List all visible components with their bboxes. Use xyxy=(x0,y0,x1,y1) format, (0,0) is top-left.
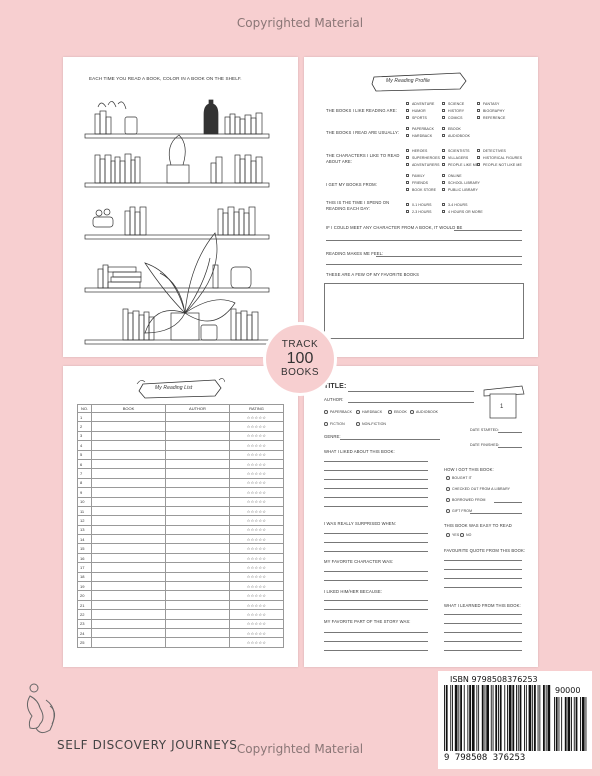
book-cell[interactable] xyxy=(92,525,166,534)
rating-stars[interactable]: ☆☆☆☆☆ xyxy=(230,591,284,600)
answer-line[interactable] xyxy=(324,571,428,572)
option-label: COMICS xyxy=(448,116,463,120)
option-label: PEOPLE NOT LIKE ME xyxy=(483,163,522,167)
book-cell[interactable] xyxy=(92,488,166,497)
table-row[interactable] xyxy=(78,563,284,572)
rating-stars[interactable]: ☆☆☆☆☆ xyxy=(230,544,284,553)
table-row[interactable] xyxy=(78,619,284,628)
checkbox[interactable] xyxy=(406,203,409,206)
bookshelf-instruction: EACH TIME YOU READ A BOOK, COLOR IN A BOOK ON THE SHELF. xyxy=(89,76,242,81)
author-cell[interactable] xyxy=(166,422,230,431)
rating-stars[interactable]: ☆☆☆☆☆ xyxy=(230,506,284,515)
option-label: FANTASY xyxy=(483,102,500,106)
answer-line[interactable] xyxy=(444,614,522,615)
book-cell[interactable] xyxy=(92,628,166,637)
checkbox[interactable] xyxy=(406,163,409,166)
answer-line[interactable] xyxy=(454,230,522,231)
table-row[interactable] xyxy=(78,422,284,431)
option-label: 3-4 HOURS xyxy=(448,203,468,207)
rating-stars[interactable]: ☆☆☆☆☆ xyxy=(230,441,284,450)
author-cell[interactable] xyxy=(166,488,230,497)
row-number: 9 xyxy=(78,488,92,497)
review-q-liked: WHAT I LIKED ABOUT THIS BOOK: xyxy=(324,449,395,454)
author-cell[interactable] xyxy=(166,431,230,440)
book-cell[interactable] xyxy=(92,638,166,647)
answer-line[interactable] xyxy=(324,641,428,642)
row-number: 22 xyxy=(78,610,92,619)
answer-line[interactable] xyxy=(326,240,522,241)
author-cell[interactable] xyxy=(166,582,230,591)
answer-line[interactable] xyxy=(324,542,428,543)
answer-line[interactable] xyxy=(444,560,522,561)
book-cell[interactable] xyxy=(92,572,166,581)
rating-stars[interactable]: ☆☆☆☆☆ xyxy=(230,638,284,647)
favorite-books-box[interactable] xyxy=(324,283,524,339)
answer-line[interactable] xyxy=(324,609,428,610)
option-label: HUMOR xyxy=(412,109,426,113)
author-cell[interactable] xyxy=(166,619,230,628)
col-rating: RATING xyxy=(230,405,284,413)
answer-line[interactable] xyxy=(324,580,428,581)
book-cell[interactable] xyxy=(92,459,166,468)
row-number: 4 xyxy=(78,441,92,450)
table-row[interactable] xyxy=(78,516,284,525)
type-label: NON-FICTION xyxy=(362,422,387,426)
checkbox[interactable] xyxy=(477,156,480,159)
table-row[interactable] xyxy=(78,478,284,487)
how-option: GIFT FROM xyxy=(452,509,473,513)
option-label: PAPERBACK xyxy=(412,127,435,131)
checkbox[interactable] xyxy=(406,149,409,152)
answer-line[interactable] xyxy=(494,502,522,503)
answer-line[interactable] xyxy=(444,632,522,633)
row-number: 21 xyxy=(78,600,92,609)
checkbox[interactable] xyxy=(406,181,409,184)
table-row[interactable] xyxy=(78,497,284,506)
book-cell[interactable] xyxy=(92,535,166,544)
reading-list-page xyxy=(63,366,298,667)
checkbox[interactable] xyxy=(406,210,409,213)
profile-q-source: I GET MY BOOKS FROM: xyxy=(326,182,377,187)
book-cell[interactable] xyxy=(92,563,166,572)
brand-name: SELF DISCOVERY JOURNEYS xyxy=(57,738,238,752)
option-label: FRIENDS xyxy=(412,181,429,185)
rating-stars[interactable]: ☆☆☆☆☆ xyxy=(230,535,284,544)
radio[interactable] xyxy=(446,476,450,480)
option-label: SCHOOL LIBRARY xyxy=(448,181,480,185)
checkbox[interactable] xyxy=(442,181,445,184)
date-started-label: DATE STARTED: xyxy=(470,428,500,432)
checkbox[interactable] xyxy=(406,134,409,137)
genre-line[interactable] xyxy=(340,439,440,440)
author-cell[interactable] xyxy=(166,638,230,647)
author-cell[interactable] xyxy=(166,591,230,600)
table-row[interactable] xyxy=(78,506,284,515)
row-number: 3 xyxy=(78,431,92,440)
review-author-label: AUTHOR: xyxy=(324,397,344,402)
author-cell[interactable] xyxy=(166,610,230,619)
author-cell[interactable] xyxy=(166,478,230,487)
book-cell[interactable] xyxy=(92,441,166,450)
checkbox[interactable] xyxy=(442,109,445,112)
col-book: BOOK xyxy=(92,405,166,413)
reading-list-table xyxy=(77,404,284,648)
easy-option: YES xyxy=(452,533,460,537)
radio[interactable] xyxy=(410,410,414,414)
book-cell[interactable] xyxy=(92,610,166,619)
rating-stars[interactable]: ☆☆☆☆☆ xyxy=(230,422,284,431)
review-q-because: I LIKED HIM/HER BECAUSE: xyxy=(324,589,383,594)
option-label: SPORTS xyxy=(412,116,427,120)
profile-q-genres: THE BOOKS I LIKE READING ARE: xyxy=(326,108,397,113)
row-number: 7 xyxy=(78,469,92,478)
row-number: 2 xyxy=(78,422,92,431)
answer-line[interactable] xyxy=(326,264,522,265)
option-label: BIOGRAPHY xyxy=(483,109,505,113)
checkbox[interactable] xyxy=(477,149,480,152)
rating-stars[interactable]: ☆☆☆☆☆ xyxy=(230,516,284,525)
author-line[interactable] xyxy=(348,402,474,403)
author-cell[interactable] xyxy=(166,600,230,609)
option-label: SCIENCE xyxy=(448,102,465,106)
rating-stars[interactable]: ☆☆☆☆☆ xyxy=(230,610,284,619)
rating-stars[interactable]: ☆☆☆☆☆ xyxy=(230,619,284,628)
author-cell[interactable] xyxy=(166,535,230,544)
checkbox[interactable] xyxy=(442,188,445,191)
table-row[interactable] xyxy=(78,535,284,544)
rating-stars[interactable]: ☆☆☆☆☆ xyxy=(230,488,284,497)
book-cell[interactable] xyxy=(92,600,166,609)
table-row[interactable] xyxy=(78,450,284,459)
table-row[interactable] xyxy=(78,591,284,600)
option-label: BOOK STORE xyxy=(412,188,437,192)
option-label: VILLAGERS xyxy=(448,156,469,160)
answer-line[interactable] xyxy=(324,533,428,534)
isbn-price: 90000 xyxy=(555,686,581,695)
fav-quote-label: FAVOURITE QUOTE FROM THIS BOOK: xyxy=(444,548,526,553)
book-number-ribbon xyxy=(480,380,526,424)
answer-line[interactable] xyxy=(444,650,522,651)
checkbox[interactable] xyxy=(442,156,445,159)
author-cell[interactable] xyxy=(166,450,230,459)
rating-stars[interactable]: ☆☆☆☆☆ xyxy=(230,553,284,562)
author-cell[interactable] xyxy=(166,441,230,450)
checkbox[interactable] xyxy=(442,134,445,137)
row-number: 10 xyxy=(78,497,92,506)
row-number: 18 xyxy=(78,572,92,581)
option-label: SUPERHEROES xyxy=(412,156,440,160)
answer-line[interactable] xyxy=(324,600,428,601)
author-cell[interactable] xyxy=(166,572,230,581)
profile-q-format: THE BOOKS I READ ARE USUALLY: xyxy=(326,130,399,135)
book-review-page xyxy=(304,366,538,667)
row-number: 23 xyxy=(78,619,92,628)
format-label: AUDIOBOOK xyxy=(416,410,439,414)
checkbox[interactable] xyxy=(442,163,445,166)
option-label: FAMILY xyxy=(412,174,425,178)
option-label: HEROES xyxy=(412,149,428,153)
book-cell[interactable] xyxy=(92,431,166,440)
format-label: HARDBACK xyxy=(362,410,383,414)
answer-line[interactable] xyxy=(324,479,428,480)
learned-label: WHAT I LEARNED FROM THIS BOOK: xyxy=(444,603,521,608)
answer-line[interactable] xyxy=(324,461,428,462)
option-label: 4 HOURS OR MORE xyxy=(448,210,483,214)
list-banner-text: My Reading List xyxy=(155,385,193,391)
book-cell[interactable] xyxy=(92,450,166,459)
row-number: 16 xyxy=(78,553,92,562)
rating-stars[interactable]: ☆☆☆☆☆ xyxy=(230,431,284,440)
table-row[interactable] xyxy=(78,544,284,553)
date-line[interactable] xyxy=(498,432,522,433)
table-row[interactable] xyxy=(78,413,284,422)
profile-q-characters: THE CHARACTERS I LIKE TO READ ABOUT ARE: xyxy=(326,153,400,164)
rating-stars[interactable]: ☆☆☆☆☆ xyxy=(230,525,284,534)
rating-stars[interactable]: ☆☆☆☆☆ xyxy=(230,459,284,468)
book-cell[interactable] xyxy=(92,506,166,515)
answer-line[interactable] xyxy=(444,578,522,579)
rating-stars[interactable]: ☆☆☆☆☆ xyxy=(230,600,284,609)
author-cell[interactable] xyxy=(166,516,230,525)
rating-stars[interactable]: ☆☆☆☆☆ xyxy=(230,563,284,572)
watermark-bottom: Copyrighted Material xyxy=(236,742,364,756)
rating-stars[interactable]: ☆☆☆☆☆ xyxy=(230,572,284,581)
badge-line1: TRACK xyxy=(281,339,319,350)
how-option: CHECKED OUT FROM A LIBRARY xyxy=(452,487,511,491)
author-cell[interactable] xyxy=(166,497,230,506)
table-row[interactable] xyxy=(78,469,284,478)
checkbox[interactable] xyxy=(406,102,409,105)
title-line[interactable] xyxy=(348,391,474,392)
genre-label: GENRE: xyxy=(324,434,341,439)
book-cell[interactable] xyxy=(92,469,166,478)
checkbox[interactable] xyxy=(442,174,445,177)
book-cell[interactable] xyxy=(92,544,166,553)
row-number: 11 xyxy=(78,506,92,515)
checkbox[interactable] xyxy=(442,102,445,105)
answer-line[interactable] xyxy=(376,256,522,257)
row-number: 24 xyxy=(78,628,92,637)
table-row[interactable] xyxy=(78,628,284,637)
row-number: 12 xyxy=(78,516,92,525)
answer-line[interactable] xyxy=(324,632,428,633)
how-option: BORROWED FROM xyxy=(452,498,486,502)
table-row[interactable] xyxy=(78,582,284,591)
rating-stars[interactable]: ☆☆☆☆☆ xyxy=(230,469,284,478)
radio[interactable] xyxy=(460,533,464,537)
row-number: 5 xyxy=(78,450,92,459)
checkbox[interactable] xyxy=(442,203,445,206)
row-number: 1 xyxy=(78,413,92,422)
col-author: AUTHOR xyxy=(166,405,230,413)
book-cell[interactable] xyxy=(92,478,166,487)
option-label: SCIENTISTS xyxy=(448,149,470,153)
row-number: 14 xyxy=(78,535,92,544)
rating-stars[interactable]: ☆☆☆☆☆ xyxy=(230,413,284,422)
profile-banner-text: My Reading Profile xyxy=(386,78,431,84)
radio[interactable] xyxy=(356,422,360,426)
col-no: NO. xyxy=(78,405,92,413)
option-label: ADVENTURE xyxy=(412,102,435,106)
option-label: REFERENCE xyxy=(483,116,506,120)
table-row[interactable] xyxy=(78,610,284,619)
author-cell[interactable] xyxy=(166,525,230,534)
book-cell[interactable] xyxy=(92,413,166,422)
book-cell[interactable] xyxy=(92,582,166,591)
profile-q-feel: READING MAKES ME FEEL: xyxy=(326,251,384,256)
checkbox[interactable] xyxy=(406,116,409,119)
checkbox[interactable] xyxy=(477,116,480,119)
row-number: 13 xyxy=(78,525,92,534)
table-row[interactable] xyxy=(78,441,284,450)
table-row[interactable] xyxy=(78,638,284,647)
radio[interactable] xyxy=(324,410,328,414)
radio[interactable] xyxy=(356,410,360,414)
option-label: AUDIOBOOK xyxy=(448,134,471,138)
answer-line[interactable] xyxy=(324,650,428,651)
badge-line3: BOOKS xyxy=(280,367,320,378)
option-label: 2-3 HOURS xyxy=(412,210,432,214)
radio[interactable] xyxy=(324,422,328,426)
isbn-label: ISBN 9798508376253 xyxy=(450,675,538,684)
rating-stars[interactable]: ☆☆☆☆☆ xyxy=(230,450,284,459)
option-label: PUBLIC LIBRARY xyxy=(448,188,478,192)
review-q-surprised: I WAS REALLY SURPRISED WHEN: xyxy=(324,521,397,526)
answer-line[interactable] xyxy=(470,513,522,514)
rating-stars[interactable]: ☆☆☆☆☆ xyxy=(230,582,284,591)
easy-label: THIS BOOK WAS EASY TO READ xyxy=(444,523,512,528)
answer-line[interactable] xyxy=(444,587,522,588)
profile-q-favorites: THESE ARE A FEW OF MY FAVORITE BOOKS xyxy=(326,272,420,277)
bookshelf-page xyxy=(63,57,298,357)
row-number: 20 xyxy=(78,591,92,600)
author-cell[interactable] xyxy=(166,459,230,468)
table-row[interactable] xyxy=(78,459,284,468)
table-row[interactable] xyxy=(78,525,284,534)
review-q-character: MY FAVORITE CHARACTER WAS: xyxy=(324,559,394,564)
watermark-top: Copyrighted Material xyxy=(236,16,364,30)
table-row[interactable] xyxy=(78,431,284,440)
checkbox[interactable] xyxy=(442,127,445,130)
answer-line[interactable] xyxy=(444,623,522,624)
format-label: EBOOK xyxy=(394,410,407,414)
option-label: HARDBACK xyxy=(412,134,433,138)
option-label: HISTORY xyxy=(448,109,465,113)
author-cell[interactable] xyxy=(166,469,230,478)
reading-profile-page xyxy=(304,57,538,357)
table-row[interactable] xyxy=(78,488,284,497)
option-label: PEOPLE LIKE ME xyxy=(448,163,479,167)
easy-option: NO xyxy=(466,533,472,537)
checkbox[interactable] xyxy=(442,210,445,213)
row-number: 17 xyxy=(78,563,92,572)
author-cell[interactable] xyxy=(166,506,230,515)
answer-line[interactable] xyxy=(444,641,522,642)
book-number: 1 xyxy=(500,404,504,410)
how-got-label: HOW I GOT THIS BOOK: xyxy=(444,467,494,472)
isbn-digits: 9 798508 376253 xyxy=(444,753,526,763)
author-cell[interactable] xyxy=(166,563,230,572)
book-cell[interactable] xyxy=(92,553,166,562)
answer-line[interactable] xyxy=(324,470,428,471)
option-label: ADVENTURERS xyxy=(412,163,440,167)
answer-line[interactable] xyxy=(324,488,428,489)
answer-line[interactable] xyxy=(444,569,522,570)
answer-line[interactable] xyxy=(324,551,428,552)
checkbox[interactable] xyxy=(477,163,480,166)
author-cell[interactable] xyxy=(166,553,230,562)
book-cell[interactable] xyxy=(92,619,166,628)
table-row[interactable] xyxy=(78,572,284,581)
rating-stars[interactable]: ☆☆☆☆☆ xyxy=(230,628,284,637)
checkbox[interactable] xyxy=(406,109,409,112)
book-cell[interactable] xyxy=(92,591,166,600)
radio[interactable] xyxy=(446,533,450,537)
answer-line[interactable] xyxy=(324,497,428,498)
row-number: 19 xyxy=(78,582,92,591)
radio[interactable] xyxy=(446,487,450,491)
book-cell[interactable] xyxy=(92,516,166,525)
review-q-favorite-part: MY FAVORITE PART OF THE STORY WAS: xyxy=(324,619,411,624)
author-cell[interactable] xyxy=(166,544,230,553)
badge-line2: 100 xyxy=(286,350,314,367)
option-label: 0-1 HOURS xyxy=(412,203,432,207)
checkbox[interactable] xyxy=(406,188,409,191)
book-cell[interactable] xyxy=(92,422,166,431)
radio[interactable] xyxy=(446,509,450,513)
bookshelf-illustration xyxy=(63,57,298,357)
table-row[interactable] xyxy=(78,600,284,609)
checkbox[interactable] xyxy=(477,109,480,112)
option-label: ONLINE xyxy=(448,174,462,178)
checkbox[interactable] xyxy=(406,174,409,177)
profile-q-time: THIS IS THE TIME I SPEND ON READING EACH DAY: xyxy=(326,200,390,211)
row-number: 6 xyxy=(78,459,92,468)
author-cell[interactable] xyxy=(166,628,230,637)
book-cell[interactable] xyxy=(92,497,166,506)
review-title-label: TITLE: xyxy=(324,383,347,390)
rating-stars[interactable]: ☆☆☆☆☆ xyxy=(230,478,284,487)
checkbox[interactable] xyxy=(477,102,480,105)
answer-line[interactable] xyxy=(324,506,428,507)
date-line[interactable] xyxy=(498,447,522,448)
author-cell[interactable] xyxy=(166,413,230,422)
rating-stars[interactable]: ☆☆☆☆☆ xyxy=(230,497,284,506)
checkbox[interactable] xyxy=(406,156,409,159)
option-label: DETECTIVES xyxy=(483,149,506,153)
type-label: FICTION xyxy=(330,422,345,426)
table-row[interactable] xyxy=(78,553,284,562)
radio[interactable] xyxy=(388,410,392,414)
radio[interactable] xyxy=(446,498,450,502)
face-logo-icon xyxy=(20,682,70,742)
checkbox[interactable] xyxy=(442,116,445,119)
format-label: PAPERBACK xyxy=(330,410,353,414)
row-number: 8 xyxy=(78,478,92,487)
option-label: HISTORICAL FIGURES xyxy=(483,156,523,160)
row-number: 15 xyxy=(78,544,92,553)
checkbox[interactable] xyxy=(406,127,409,130)
date-finished-label: DATE FINISHED: xyxy=(470,443,500,447)
how-option: BOUGHT IT xyxy=(452,476,472,480)
profile-q-meet-character: IF I COULD MEET ANY CHARACTER FROM A BOOK, IT WOULD BE xyxy=(326,225,463,230)
option-label: EBOOK xyxy=(448,127,461,131)
track-100-books-badge xyxy=(263,322,337,396)
checkbox[interactable] xyxy=(442,149,445,152)
row-number: 25 xyxy=(78,638,92,647)
